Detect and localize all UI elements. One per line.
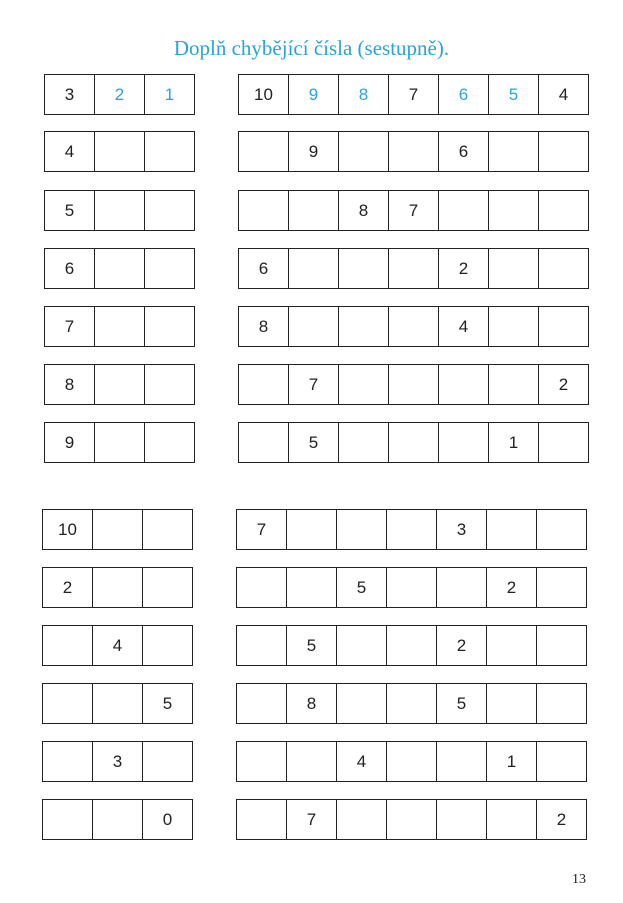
- group1-left-strip: [44, 364, 195, 405]
- answer-cell[interactable]: [387, 800, 437, 840]
- answer-cell[interactable]: [143, 568, 193, 608]
- answer-cell[interactable]: [489, 132, 539, 172]
- answer-cell[interactable]: [387, 568, 437, 608]
- answer-cell[interactable]: [95, 191, 145, 231]
- answer-cell[interactable]: [237, 626, 287, 666]
- given-number-cell: 2: [537, 800, 587, 840]
- answer-cell[interactable]: [237, 742, 287, 782]
- answer-cell[interactable]: [143, 742, 193, 782]
- given-number-cell: 3: [437, 510, 487, 550]
- group1-right-strip: [238, 131, 589, 172]
- given-number-cell: 9: [289, 132, 339, 172]
- given-number-cell: 3: [93, 742, 143, 782]
- answer-cell[interactable]: [537, 684, 587, 724]
- answer-cell[interactable]: [237, 800, 287, 840]
- example-cell: 7: [389, 75, 439, 115]
- answer-cell[interactable]: [439, 191, 489, 231]
- group2-right-strip: [236, 625, 587, 666]
- answer-cell[interactable]: [289, 307, 339, 347]
- answer-cell[interactable]: [237, 684, 287, 724]
- answer-cell[interactable]: [93, 510, 143, 550]
- example-cell: 10: [239, 75, 289, 115]
- given-number-cell: 6: [45, 249, 95, 289]
- group2-right-strip: [236, 683, 587, 724]
- answer-cell[interactable]: [539, 423, 589, 463]
- answer-cell[interactable]: [289, 249, 339, 289]
- group1-left-strip: [44, 190, 195, 231]
- group2-left-strip: [42, 625, 193, 666]
- given-number-cell: 2: [43, 568, 93, 608]
- answer-cell[interactable]: [539, 132, 589, 172]
- answer-cell[interactable]: [387, 510, 437, 550]
- given-number-cell: 5: [143, 684, 193, 724]
- answer-cell[interactable]: [489, 249, 539, 289]
- given-number-cell: 5: [289, 423, 339, 463]
- example-cell-filled: 5: [489, 75, 539, 115]
- example-cell-filled: 6: [439, 75, 489, 115]
- group1-left-strip: [44, 422, 195, 463]
- given-number-cell: 4: [45, 132, 95, 172]
- given-number-cell: 5: [45, 191, 95, 231]
- given-number-cell: 8: [287, 684, 337, 724]
- given-number-cell: 4: [439, 307, 489, 347]
- answer-cell[interactable]: [43, 626, 93, 666]
- answer-cell[interactable]: [339, 132, 389, 172]
- answer-cell[interactable]: [437, 800, 487, 840]
- answer-cell[interactable]: [143, 510, 193, 550]
- answer-cell[interactable]: [287, 568, 337, 608]
- answer-cell[interactable]: [145, 307, 195, 347]
- answer-cell[interactable]: [487, 510, 537, 550]
- answer-cell[interactable]: [93, 684, 143, 724]
- group2-right-strip: [236, 509, 587, 550]
- answer-cell[interactable]: [339, 249, 389, 289]
- given-number-cell: 2: [539, 365, 589, 405]
- group2-left-strip: [42, 567, 193, 608]
- group1-right-strip: [238, 248, 589, 289]
- answer-cell[interactable]: [487, 684, 537, 724]
- given-number-cell: 7: [237, 510, 287, 550]
- answer-cell[interactable]: [387, 626, 437, 666]
- answer-cell[interactable]: [145, 423, 195, 463]
- given-number-cell: 1: [487, 742, 537, 782]
- group1-right-strip: [238, 364, 589, 405]
- given-number-cell: 0: [143, 800, 193, 840]
- given-number-cell: 1: [489, 423, 539, 463]
- given-number-cell: 6: [439, 132, 489, 172]
- group2-left-strip: [42, 799, 193, 840]
- answer-cell[interactable]: [537, 742, 587, 782]
- answer-cell[interactable]: [539, 249, 589, 289]
- answer-cell[interactable]: [437, 568, 487, 608]
- given-number-cell: 9: [45, 423, 95, 463]
- given-number-cell: 7: [287, 800, 337, 840]
- answer-cell[interactable]: [537, 510, 587, 550]
- answer-cell[interactable]: [143, 626, 193, 666]
- given-number-cell: 2: [439, 249, 489, 289]
- group1-right-strip: [238, 306, 589, 347]
- answer-cell[interactable]: [337, 626, 387, 666]
- answer-cell[interactable]: [489, 307, 539, 347]
- example-cell: 4: [539, 75, 589, 115]
- answer-cell[interactable]: [439, 365, 489, 405]
- group1-left-strip: [44, 306, 195, 347]
- answer-cell[interactable]: [389, 423, 439, 463]
- answer-cell[interactable]: [237, 568, 287, 608]
- answer-cell[interactable]: [387, 742, 437, 782]
- given-number-cell: 7: [45, 307, 95, 347]
- answer-cell[interactable]: [239, 132, 289, 172]
- given-number-cell: 8: [45, 365, 95, 405]
- answer-cell[interactable]: [145, 132, 195, 172]
- group2-left-strip: [42, 683, 193, 724]
- answer-cell[interactable]: [487, 800, 537, 840]
- answer-cell[interactable]: [287, 742, 337, 782]
- given-number-cell: 7: [389, 191, 439, 231]
- answer-cell[interactable]: [287, 510, 337, 550]
- answer-cell[interactable]: [239, 423, 289, 463]
- answer-cell[interactable]: [95, 307, 145, 347]
- answer-cell[interactable]: [337, 684, 387, 724]
- answer-cell[interactable]: [389, 249, 439, 289]
- example-cell-filled: 9: [289, 75, 339, 115]
- answer-cell[interactable]: [489, 365, 539, 405]
- answer-cell[interactable]: [145, 249, 195, 289]
- answer-cell[interactable]: [95, 132, 145, 172]
- given-number-cell: 10: [43, 510, 93, 550]
- answer-cell[interactable]: [43, 742, 93, 782]
- answer-cell[interactable]: [537, 568, 587, 608]
- example-cell-filled: 8: [339, 75, 389, 115]
- group2-right-strip: [236, 799, 587, 840]
- answer-cell[interactable]: [489, 191, 539, 231]
- given-number-cell: 7: [289, 365, 339, 405]
- given-number-cell: 5: [287, 626, 337, 666]
- answer-cell[interactable]: [487, 626, 537, 666]
- group1-right-strip: [238, 422, 589, 463]
- answer-cell[interactable]: [537, 626, 587, 666]
- answer-cell[interactable]: [337, 800, 387, 840]
- answer-cell[interactable]: [95, 423, 145, 463]
- page-number: 13: [572, 872, 586, 887]
- group2-right-strip: [236, 567, 587, 608]
- answer-cell[interactable]: [539, 191, 589, 231]
- group1-right-strip: [238, 190, 589, 231]
- group1-left-strip: [44, 248, 195, 289]
- example-cell-filled: 2: [95, 75, 145, 115]
- given-number-cell: 5: [337, 568, 387, 608]
- answer-cell[interactable]: [387, 684, 437, 724]
- given-number-cell: 4: [93, 626, 143, 666]
- answer-cell[interactable]: [95, 249, 145, 289]
- example-right-strip: [238, 74, 589, 115]
- given-number-cell: 2: [487, 568, 537, 608]
- answer-cell[interactable]: [289, 191, 339, 231]
- group1-left-strip: [44, 131, 195, 172]
- answer-cell[interactable]: [389, 307, 439, 347]
- example-cell: 3: [45, 75, 95, 115]
- given-number-cell: 5: [437, 684, 487, 724]
- answer-cell[interactable]: [43, 684, 93, 724]
- answer-cell[interactable]: [337, 510, 387, 550]
- answer-cell[interactable]: [389, 365, 439, 405]
- answer-cell[interactable]: [239, 365, 289, 405]
- answer-cell[interactable]: [439, 423, 489, 463]
- answer-cell[interactable]: [339, 423, 389, 463]
- answer-cell[interactable]: [539, 307, 589, 347]
- example-left-strip: [44, 74, 195, 115]
- answer-cell[interactable]: [389, 132, 439, 172]
- given-number-cell: 8: [239, 307, 289, 347]
- group2-left-strip: [42, 509, 193, 550]
- given-number-cell: 2: [437, 626, 487, 666]
- given-number-cell: 4: [337, 742, 387, 782]
- group2-right-strip: [236, 741, 587, 782]
- answer-cell[interactable]: [95, 365, 145, 405]
- answer-cell[interactable]: [93, 800, 143, 840]
- answer-cell[interactable]: [339, 365, 389, 405]
- page-title: Doplň chybějící čísla (sestupně).: [173, 36, 450, 60]
- answer-cell[interactable]: [145, 191, 195, 231]
- answer-cell[interactable]: [145, 365, 195, 405]
- answer-cell[interactable]: [339, 307, 389, 347]
- answer-cell[interactable]: [437, 742, 487, 782]
- answer-cell[interactable]: [93, 568, 143, 608]
- answer-cell[interactable]: [239, 191, 289, 231]
- group2-left-strip: [42, 741, 193, 782]
- given-number-cell: 8: [339, 191, 389, 231]
- answer-cell[interactable]: [43, 800, 93, 840]
- given-number-cell: 6: [239, 249, 289, 289]
- example-cell-filled: 1: [145, 75, 195, 115]
